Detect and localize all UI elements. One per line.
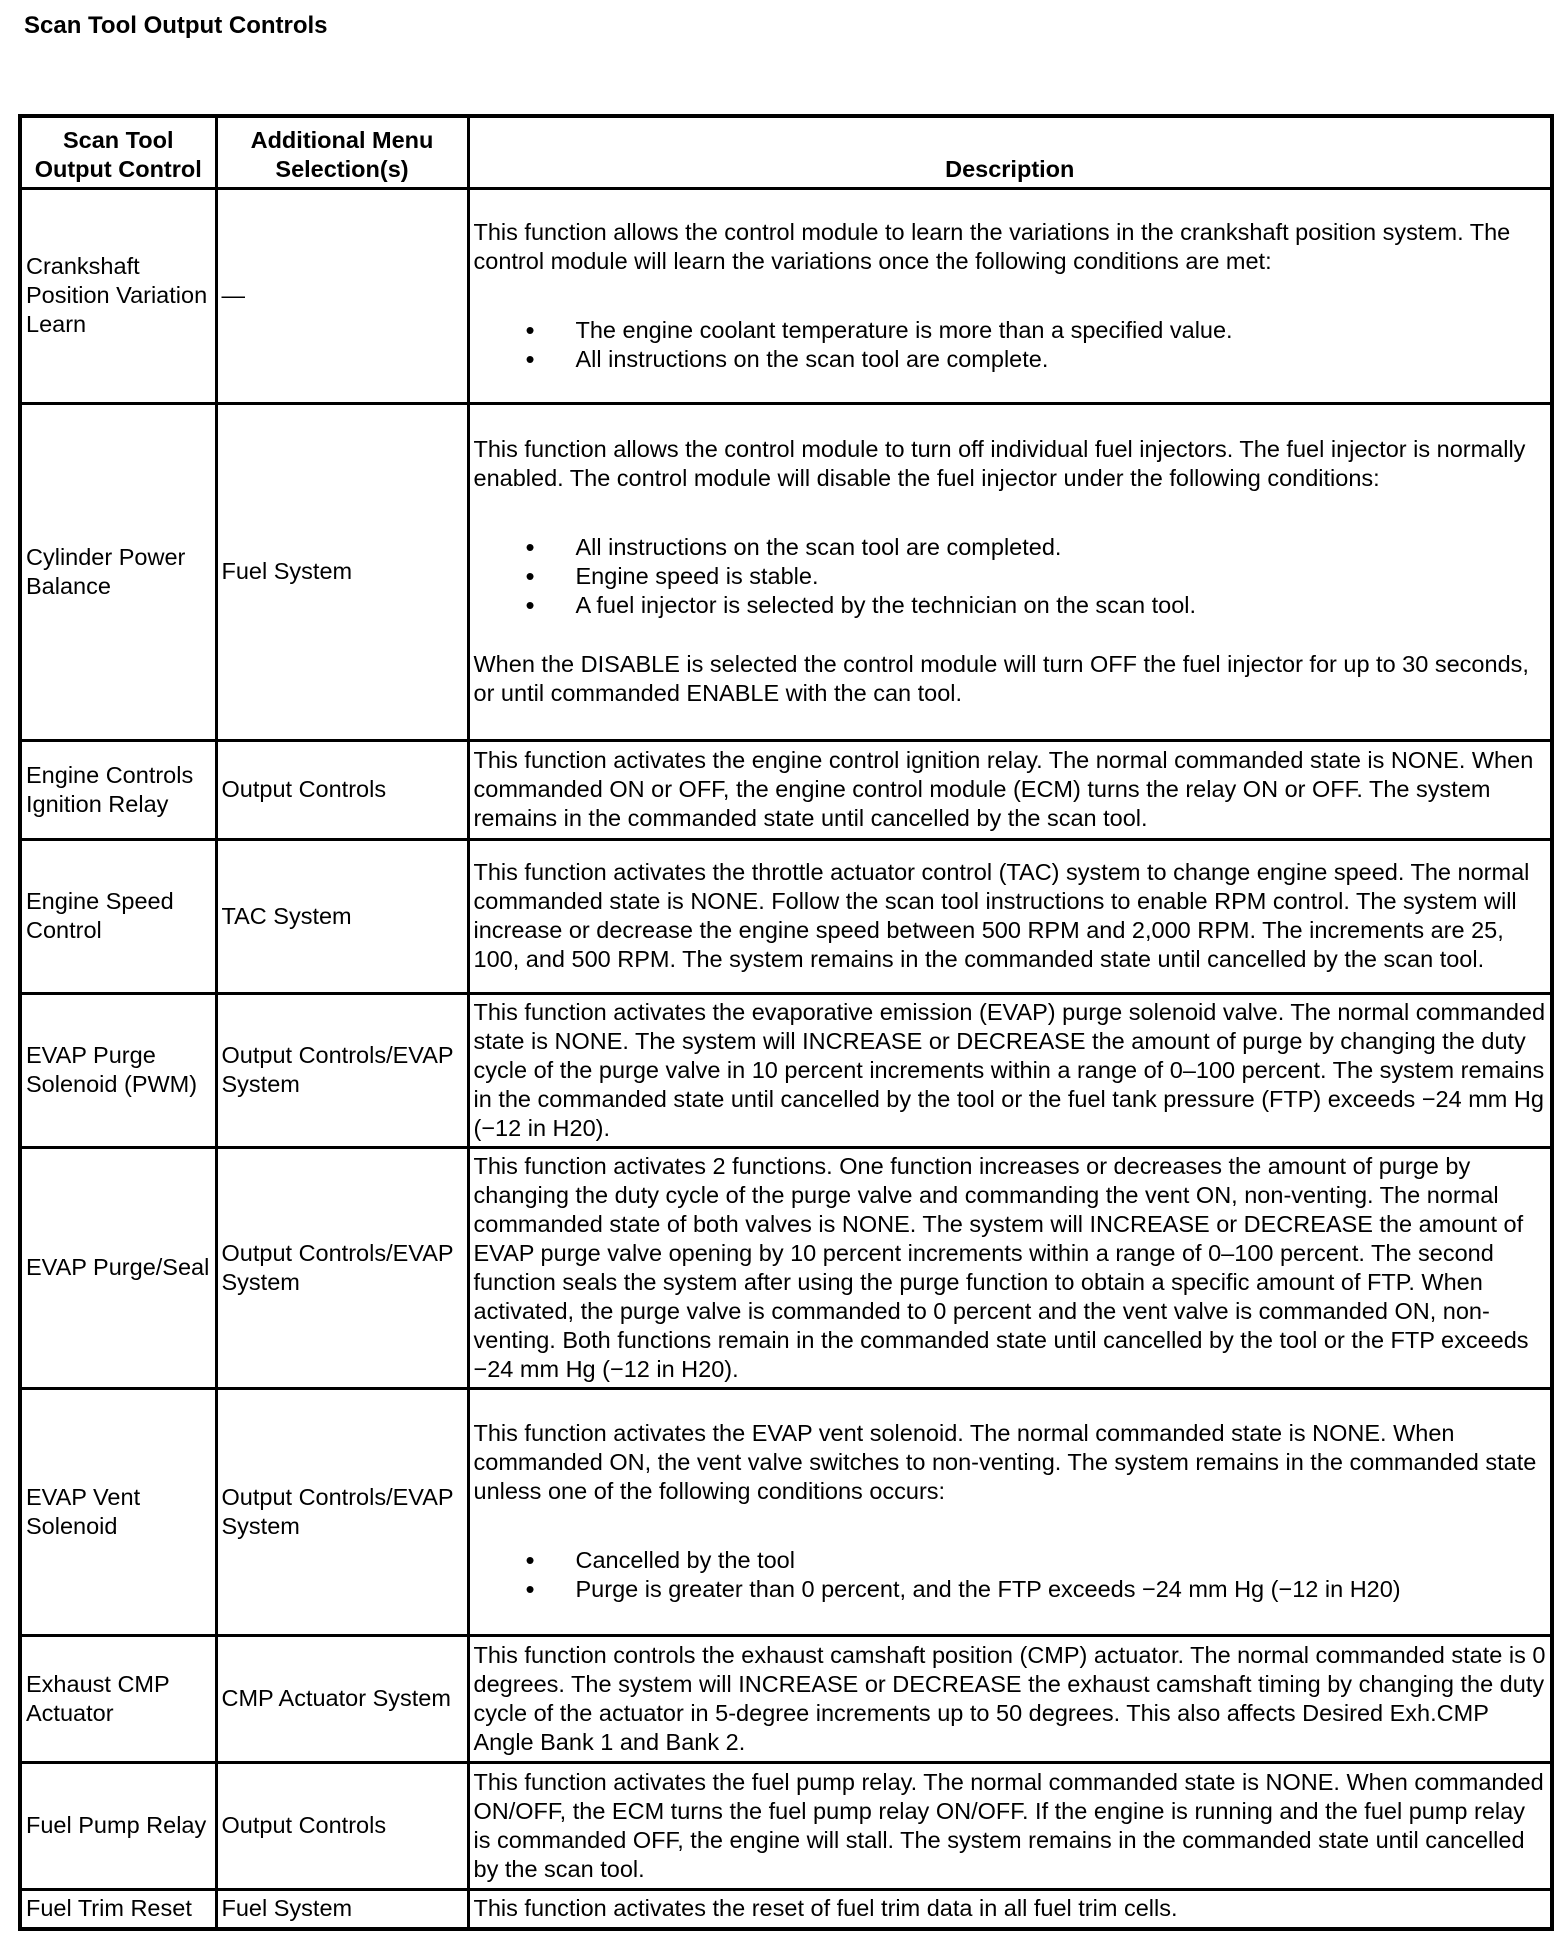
description-cell (468, 740, 1552, 839)
description-cell (468, 993, 1552, 1147)
description-text: This function activates the fuel pump relay. The normal commanded state is NONE. When commanded ON/OFF, the ECM turns the fuel pump relay ON/OFF. If the engine is running and the fuel pump relay is commanded OFF, the engine will stall. The system remains in the commanded state until cancelled by the scan tool. (473, 1768, 1544, 1882)
output-control-cell: Cylinder Power Balance (20, 403, 216, 740)
conditions-list (474, 533, 1547, 620)
description-text: This function activates 2 functions. One function increases or decreases the amount of purge by changing the duty cycle of the purge valve and commanding the vent ON, non-venting. The normal commanded state of both valves is NONE. The system will INCREASE or DECREASE the amount of EVAP purge valve opening by 10 percent increments within a range of 0–100 percent. The second function seals the system after using the purge function to obtain a specific amount of FTP. When activated, the purge valve is commanded to 0 percent and the vent valve is commanded ON, non-venting. Both functions remain in the commanded state until cancelled by the tool or the FTP exceeds −24 mm Hg (−12 in H20). (473, 1152, 1529, 1382)
description-text: This function activates the evaporative emission (EVAP) purge solenoid valve. The normal commanded state is NONE. The system will INCREASE or DECREASE the amount of purge by changing the duty cycle of the purge valve in 10 percent increments within a range of 0–100 percent. The system remains in the commanded state until cancelled by the tool or the fuel tank pressure (FTP) exceeds −24 mm Hg (−12 in H20). (473, 998, 1546, 1141)
description-cell (468, 1635, 1552, 1762)
output-control-cell: EVAP Purge Solenoid (PWM) (20, 993, 216, 1147)
page-title: Scan Tool Output Controls (24, 12, 328, 39)
description-note: When the DISABLE is selected the control module will turn OFF the fuel injector for up to 30 seconds, or until commanded ENABLE with the can tool. (473, 651, 1529, 706)
description-cell (468, 1762, 1552, 1889)
header-output-control-line1: Scan Tool (62, 126, 174, 153)
table-row (20, 740, 1552, 839)
output-control-cell: Fuel Pump Relay (20, 1762, 216, 1889)
description-cell (468, 188, 1552, 403)
output-control-cell: EVAP Purge/Seal (20, 1147, 216, 1388)
description-cell (468, 839, 1552, 993)
output-control-cell: Engine Speed Control (20, 839, 216, 993)
list-item: • Engine speed is stable. (576, 562, 1547, 591)
conditions-list (474, 1546, 1547, 1604)
list-item: • All instructions on the scan tool are complete. (576, 345, 1547, 374)
description-text: This function controls the exhaust camshaft position (CMP) actuator. The normal commanded state is 0 degrees. The system will INCREASE or DECREASE the exhaust camshaft timing by changing the duty cycle of the actuator in 5-degree increments up to 50 degrees. This also affects Desired Exh.CMP Angle Bank 1 and Bank 2. (473, 1641, 1546, 1755)
menu-selection-cell: Fuel System (216, 1889, 468, 1929)
table-row (20, 1635, 1552, 1762)
menu-selection-cell: Fuel System (216, 403, 468, 740)
header-output-control (20, 116, 216, 188)
output-control-cell: Fuel Trim Reset (20, 1889, 216, 1929)
header-output-control-line2: Output Control (34, 155, 202, 182)
description-text: This function allows the control module to turn off individual fuel injectors. The fuel injector is normally enabled. The control module will disable the fuel injector under the following conditions: (473, 436, 1526, 491)
conditions-list (474, 316, 1547, 374)
table-row (20, 1388, 1552, 1635)
description-cell (468, 1388, 1552, 1635)
menu-selection-cell: CMP Actuator System (216, 1635, 468, 1762)
menu-selection-cell: Output Controls/EVAP System (216, 1388, 468, 1635)
header-description: Description (468, 116, 1552, 188)
menu-selection-cell: Output Controls/EVAP System (216, 1147, 468, 1388)
description-text: This function activates the engine control ignition relay. The normal commanded state is NONE. When commanded ON or OFF, the engine control module (ECM) turns the relay ON or OFF. The system remains in the commanded state until cancelled by the scan tool. (473, 747, 1534, 831)
menu-selection-cell: Output Controls (216, 1762, 468, 1889)
list-item: • All instructions on the scan tool are completed. (576, 533, 1547, 562)
description-text: This function allows the control module to learn the variations in the crankshaft position system. The control module will learn the variations once the following conditions are met: (473, 218, 1511, 274)
list-item: • A fuel injector is selected by the technician on the scan tool. (576, 591, 1547, 620)
description-cell (468, 1147, 1552, 1388)
table-row (20, 1889, 1552, 1929)
header-menu-selection-line2: Selection(s) (275, 155, 409, 182)
output-control-cell: Exhaust CMP Actuator (20, 1635, 216, 1762)
header-menu-selection-line1: Additional Menu (250, 126, 434, 153)
output-controls-table (18, 114, 1554, 1931)
list-item: • Purge is greater than 0 percent, and the FTP exceeds −24 mm Hg (−12 in H20) (576, 1575, 1547, 1604)
menu-selection-cell: Output Controls (216, 740, 468, 839)
output-control-cell: Engine Controls Ignition Relay (20, 740, 216, 839)
header-menu-selection (216, 116, 468, 188)
description-text: This function activates the throttle actuator control (TAC) system to change engine speed. The normal commanded state is NONE. Follow the scan tool instructions to enable RPM control. The system will increase or decrease the engine speed between 500 RPM and 2,000 RPM. The increments are 25, 100, and 500 RPM. The system remains in the commanded state until cancelled by the scan tool. (473, 859, 1530, 972)
output-control-cell: EVAP Vent Solenoid (20, 1388, 216, 1635)
list-item: • Cancelled by the tool (576, 1546, 1547, 1575)
menu-selection-cell: Output Controls/EVAP System (216, 993, 468, 1147)
list-item: • The engine coolant temperature is more than a specified value. (576, 316, 1547, 345)
description-text: This function activates the reset of fuel trim data in all fuel trim cells. (473, 1895, 1178, 1922)
table-row (20, 1762, 1552, 1889)
description-cell (468, 1889, 1552, 1929)
table-row (20, 403, 1552, 740)
description-cell (468, 403, 1552, 740)
output-control-cell: Crankshaft Position Variation Learn (20, 188, 216, 403)
table-row (20, 1147, 1552, 1388)
table-row (20, 839, 1552, 993)
table-row (20, 188, 1552, 403)
menu-selection-cell: TAC System (216, 839, 468, 993)
header-row (20, 116, 1552, 188)
description-text: This function activates the EVAP vent solenoid. The normal commanded state is NONE. When commanded ON, the vent valve switches to non-venting. The system remains in the commanded state unless one of the following conditions occurs: (473, 1420, 1537, 1504)
menu-selection-cell: — (216, 188, 468, 403)
table-row (20, 993, 1552, 1147)
